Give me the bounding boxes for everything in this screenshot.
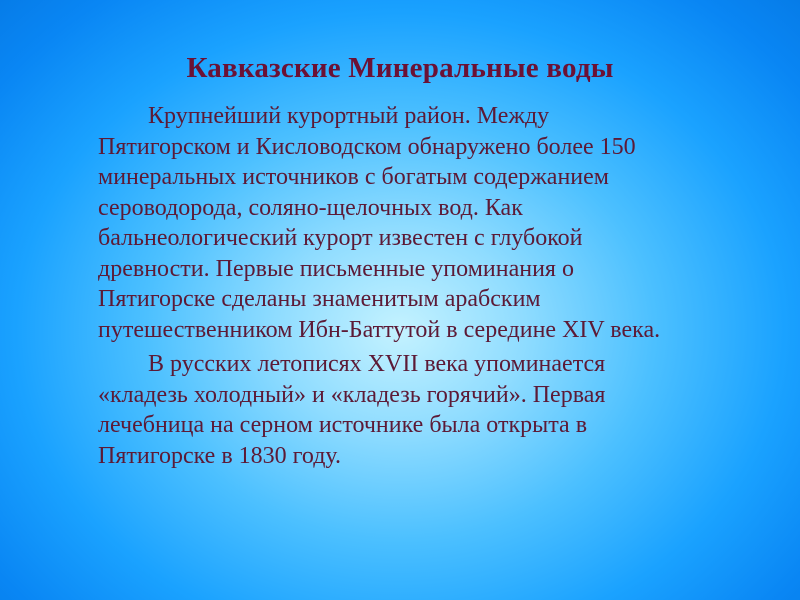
text-line: Крупнейший курортный район. Между [148, 103, 550, 129]
text-line: минеральных источников с богатым содержанием [98, 164, 609, 190]
text-line: лечебница на серном источнике была открыта в [98, 412, 588, 438]
slide-body [98, 101, 738, 471]
text-line: путешественником Ибн-Баттутой в середине XIV века. [98, 316, 661, 343]
text-line: «кладезь холодный» и «кладезь горячий». Первая [98, 381, 606, 408]
text-line: В русских летописях XVII века упоминается [148, 351, 606, 377]
text-line: Пятигорском и Кисловодском обнаружено более 150 [98, 133, 636, 160]
text-line: сероводорода, соляно-щелочных вод. Как [98, 194, 523, 221]
text-line: Пятигорске в 1830 году. [98, 442, 342, 469]
text-line: бальнеологический курорт известен с глубокой [98, 225, 583, 251]
text-line: древности. Первые письменные упоминания о [98, 255, 574, 282]
paragraph-2 [98, 349, 738, 471]
paragraph-1 [98, 101, 738, 345]
slide-title: Кавказские Минеральные воды [186, 52, 614, 84]
text-line: Пятигорске сделаны знаменитым арабским [98, 286, 541, 312]
